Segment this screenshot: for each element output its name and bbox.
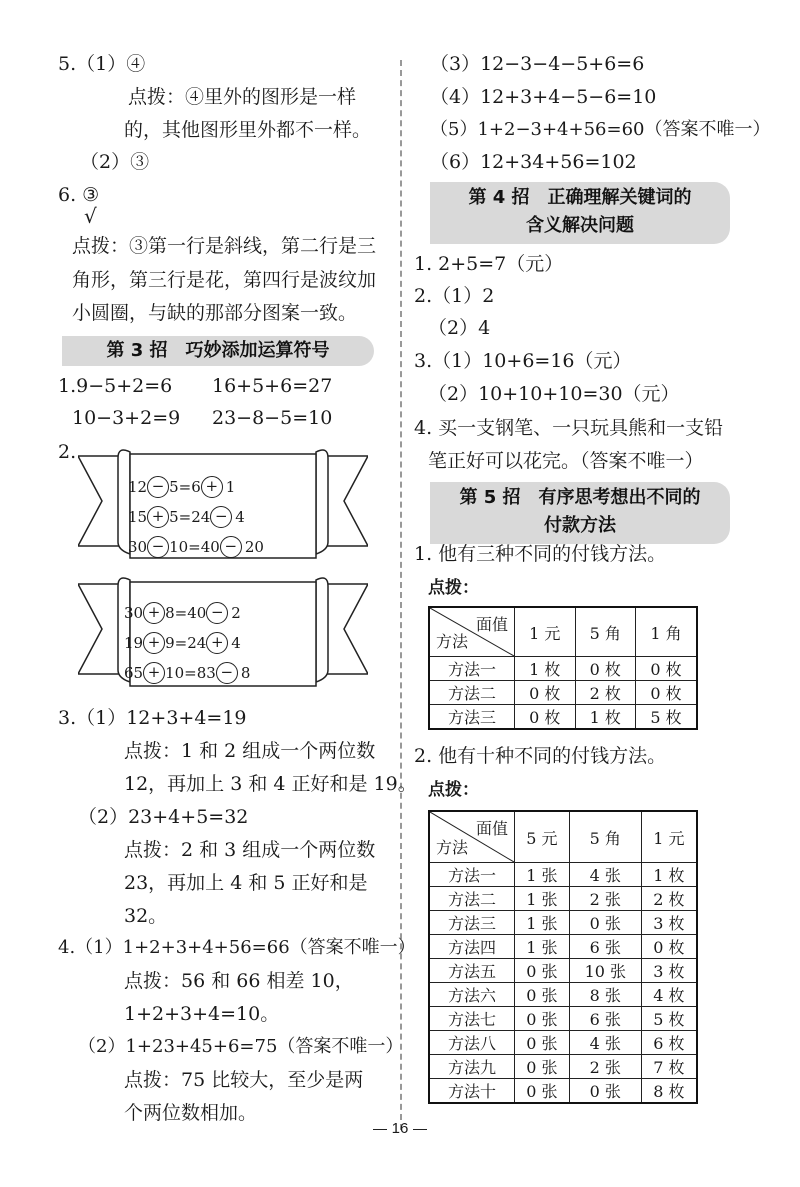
table-corner-header: 面值 方法 [429, 607, 515, 657]
q5-2: （2）③ [80, 151, 150, 173]
s3-q3-2-hint3: 32。 [124, 905, 168, 927]
r5: （5）1+2−3+4+56=60（答案不唯一） [430, 119, 771, 140]
s4-q2-1: 2.（1）2 [414, 285, 495, 307]
s5-q2: 2. 他有十种不同的付钱方法。 [414, 745, 667, 767]
s3-q1-b: 16+5+6=27 [212, 375, 333, 397]
s3-q1-a: 1.9−5+2=6 [58, 375, 173, 397]
q6-check-mark: √ [84, 204, 97, 228]
s3-q3-2-hint2: 23，再加上 4 和 5 正好和是 [124, 872, 368, 894]
table-row: 方法一 1 枚 0 枚 0 枚 [429, 657, 697, 681]
q5-hint-line2: 的，其他图形里外都不一样。 [124, 119, 372, 141]
s3-q2: 2. [58, 441, 77, 463]
s5-hint2-label: 点拨： [428, 780, 479, 800]
operator-circle: + [201, 476, 223, 498]
operator-circle: + [143, 632, 165, 654]
column-header: 5 角 [575, 607, 636, 657]
s4-q4-line1: 4. 买一支钢笔、一只玩具熊和一支铅 [414, 417, 724, 439]
scroll2-row: 65 + 10=83 − 8 [124, 663, 251, 682]
scroll1-row: 12 − 5=6 + 1 [128, 477, 236, 496]
scroll1-rows [128, 472, 264, 562]
s3-q4-1-hint2: 1+2+3+4=10。 [124, 1003, 280, 1025]
q6-hint-line1: 点拨：③第一行是斜线，第二行是三 [72, 235, 377, 257]
column-header: 1 元 [515, 607, 576, 657]
s3-q3-1-hint2: 12，再加上 3 和 4 正好和是 19。 [124, 773, 417, 795]
r4: （4）12+3+4−5−6=10 [430, 86, 657, 108]
s4-q2-2: （2）4 [428, 317, 491, 339]
r3: （3）12−3−4−5+6=6 [430, 53, 645, 75]
operator-circle: − [147, 536, 169, 558]
s3-q4-2: （2）1+23+45+6=75（答案不唯一） [78, 1036, 404, 1057]
s3-q3-2: （2）23+4+5=32 [78, 806, 249, 828]
section4-banner-line1: 第 4 招 正确理解关键词的 [468, 187, 692, 208]
operator-circle: − [220, 536, 242, 558]
scroll2-rows [124, 598, 250, 688]
s4-q4-line2: 笔正好可以花完。（答案不唯一） [428, 450, 704, 472]
s3-q4-2-hint1: 点拨：75 比较大，至少是两 [124, 1069, 364, 1091]
s3-q4-2-hint2: 个两位数相加。 [124, 1102, 258, 1124]
r6: （6）12+34+56=102 [430, 151, 637, 173]
operator-circle: + [143, 662, 165, 684]
section5-banner-line2: 付款方法 [544, 515, 616, 536]
q6-hint-line2: 角形，第三行是花，第四行是波纹加 [72, 269, 377, 291]
s4-q1: 1. 2+5=7（元） [414, 253, 564, 275]
column-header: 5 元 [515, 811, 570, 863]
payment-table-1 [428, 606, 698, 730]
page-number: 16 [370, 1120, 430, 1137]
s3-q3-1-hint1: 点拨：1 和 2 组成一个两位数 [124, 740, 376, 762]
section5-banner-line1: 第 5 招 有序思考想出不同的 [459, 487, 701, 508]
s3-q4-1: 4.（1）1+2+3+4+56=66（答案不唯一） [58, 937, 416, 958]
s3-q1-c: 10−3+2=9 [72, 407, 181, 429]
q6: 6. ③ [58, 184, 100, 206]
s3-q1-d: 23−8−5=10 [212, 407, 333, 429]
table-row: 方法三 1 张 0 张 3 枚 [429, 911, 697, 935]
q5-hint-line1: 点拨：④里外的图形是一样 [128, 86, 357, 108]
operator-circle: − [147, 476, 169, 498]
scroll1-row: 30 − 10=40 − 20 [128, 537, 264, 556]
column-divider [400, 60, 402, 1130]
operator-circle: − [216, 662, 238, 684]
column-header: 5 角 [569, 811, 641, 863]
scroll2-row: 19 + 9=24 + 4 [124, 633, 241, 652]
table-row: 方法四 1 张 6 张 0 枚 [429, 935, 697, 959]
operator-circle: + [143, 602, 165, 624]
table-row: 方法二 0 枚 2 枚 0 枚 [429, 681, 697, 705]
s4-q3-2: （2）10+10+10=30（元） [428, 383, 680, 405]
s5-q1: 1. 他有三种不同的付钱方法。 [414, 543, 667, 565]
table-row: 方法二 1 张 2 张 2 枚 [429, 887, 697, 911]
payment-table-2 [428, 810, 698, 1104]
operator-circle: + [206, 632, 228, 654]
section5-banner [430, 482, 730, 544]
table-row: 方法三 0 枚 1 枚 5 枚 [429, 705, 697, 730]
table-row: 方法十 0 张 0 张 8 枚 [429, 1079, 697, 1104]
table-row: 方法八 0 张 4 张 6 枚 [429, 1031, 697, 1055]
table-row: 方法七 0 张 6 张 5 枚 [429, 1007, 697, 1031]
s5-hint1-label: 点拨： [428, 578, 479, 598]
column-header: 1 元 [641, 811, 697, 863]
section4-banner-line2: 含义解决问题 [526, 215, 634, 236]
operator-circle: − [206, 602, 228, 624]
s4-q3-1: 3.（1）10+6=16（元） [414, 350, 632, 372]
s3-q3-1: 3.（1）12+3+4=19 [58, 707, 247, 729]
s3-q4-1-hint1: 点拨：56 和 66 相差 10， [124, 970, 354, 992]
operator-circle: − [210, 506, 232, 528]
section4-banner [430, 182, 730, 244]
s3-q3-2-hint1: 点拨：2 和 3 组成一个两位数 [124, 839, 376, 861]
q5-1: 5.（1）④ [58, 53, 146, 75]
table-row: 方法六 0 张 8 张 4 枚 [429, 983, 697, 1007]
table-row: 方法九 0 张 2 张 7 枚 [429, 1055, 697, 1079]
column-header: 1 角 [636, 607, 697, 657]
table-corner-header: 面值 方法 [429, 811, 515, 863]
q6-hint-line3: 小圆圈，与缺的那部分图案一致。 [72, 302, 358, 324]
section3-banner: 第 3 招 巧妙添加运算符号 [62, 336, 374, 366]
scroll2-row: 30 + 8=40 − 2 [124, 603, 241, 622]
operator-circle: + [147, 506, 169, 528]
table-row: 方法五 0 张 10 张 3 枚 [429, 959, 697, 983]
scroll1-row: 15 + 5=24 − 4 [128, 507, 245, 526]
table-row: 方法一 1 张 4 张 1 枚 [429, 863, 697, 887]
